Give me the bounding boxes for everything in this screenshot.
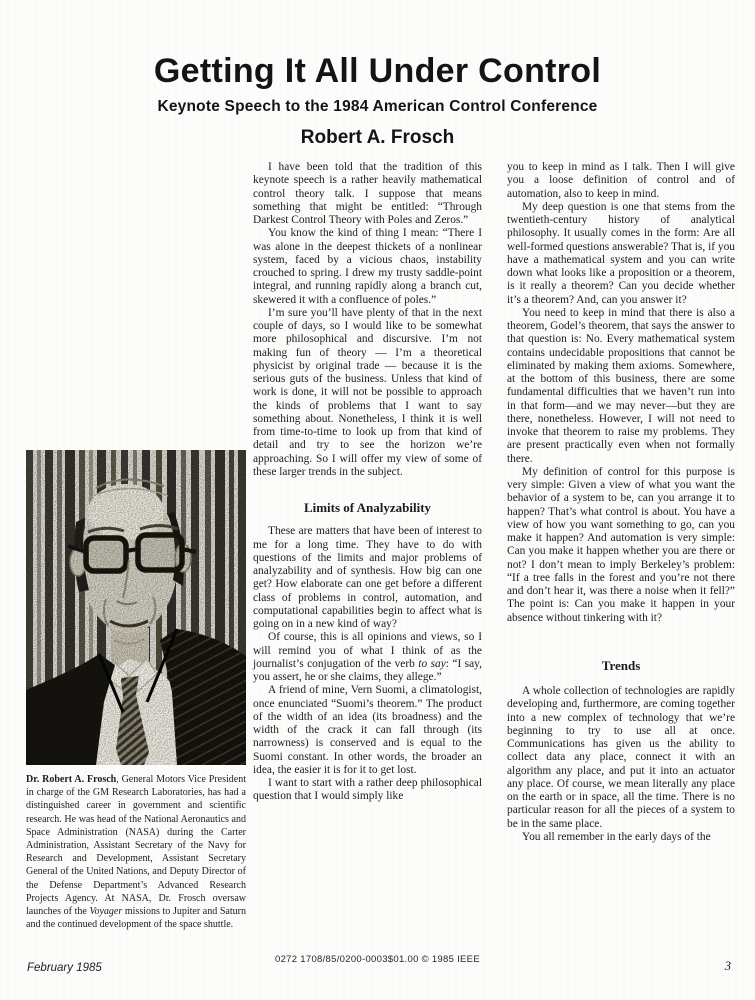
paragraph: I’m sure you’ll have plenty of that in the next couple of days, so I would like to be somewhat more philosophical and discursive. I’m not making fun of theory — I’m a theoretical physicist by original trade — because it is the serious guts of the business. Unless that kind of work is done, it will not be possible to approach the kinds of problems that I want to say something about. Nonetheless, I think it is well from time-to-time to look up from that kind of detail and try to see the horizon we’re approaching. So I will offer my view of some of these larger trends in the subject.	[253, 306, 482, 478]
left-column	[26, 450, 246, 931]
footer-copyright: 0272 1708/85/0200-0003$01.00 © 1985 IEEE	[275, 954, 480, 965]
footer-issue-date: February 1985	[27, 962, 102, 974]
section-heading: Limits of Analyzability	[303, 500, 432, 515]
paragraph: I have been told that the tradition of this keynote speech is a rather heavily mathematical control theory talk. I suppose that means something that might be entitled: “Through Darkest Control Theory with Poles and Zeros.”	[253, 161, 482, 226]
paragraph: you to keep in mind as I talk. Then I will give you a loose definition of control and of automation, also to keep in mind.	[507, 161, 735, 200]
paragraph: These are matters that have been of interest to me for a long time. They have to do with questions of the limits and major problems of analyzability and of synthesis. How big can one get? How elaborate can one get before a different class of problems in control, automation, and computational capabilities begin to affect what is going on in a new kind of way?	[253, 525, 482, 630]
page-subtitle: Keynote Speech to the 1984 American Control Conference	[157, 98, 598, 115]
paragraph: You need to keep in mind that there is also a theorem, Godel’s theorem, that says the answer to that question is: No. Every mathematical system contains undecidable propositions that cannot be eliminated by making them axioms. Somewhere, at the bottom of this business, there are some fundamental difficulties that we haven’t run into in that form—and we may never—but they are there, nonetheless. However, I will not need to invoke that theorem to raise my problems. They are present practically even when not formally there.	[507, 306, 735, 465]
page-title: Getting It All Under Control	[153, 52, 602, 90]
middle-text-column	[253, 161, 482, 804]
paragraph: Of course, this is all opinions and views, so I will remind you of what I think of as the journalist’s conjugation of the verb to say: “I say, you assert, he or she claims, they allege.”	[253, 631, 482, 683]
author-name: Robert A. Frosch	[300, 127, 455, 148]
page-number: 3	[724, 959, 731, 973]
article-header	[0, 52, 755, 149]
paragraph: My definition of control for this purpose is very simple: Given a view of what you want the behavior of a system to be, can you arrange it to happen? That’s what control is about. You have a view of how you want something to go, can you make it happen? And automation is very simple: Can you make it happen whether you are there or not? I don’t mean to imply Berkeley’s problem: “If a tree falls in the forest and you’re not there and don’t hear it, was there a noise when it fell?” The point is: Can you make it happen in your absence without tinkering with it?	[507, 465, 735, 624]
portrait-photo	[26, 450, 246, 765]
paragraph: A friend of mine, Vern Suomi, a climatologist, once enunciated “Suomi’s theorem.” The product of the width of an idea (its broadness) and the width of the crack it can fall through (its narrowness) is conserved and is equal to the Suomi constant. In other words, the broader an idea, the easier it is for it to get lost.	[253, 684, 482, 776]
paragraph: Dr. Robert A. Frosch, General Motors Vice President in charge of the GM Research Laboratories, has had a distinguished career in government and scientific research. He was head of the National Aeronautics and Space Administration (NASA) during the Carter Administration, Assistant Secretary of the Navy for Research and Development, Assistant Secretary General of the United Nations, and Deputy Director of the Defense Department’s Advanced Research Projects Agency. At NASA, Dr. Frosch oversaw launches of the Voyager missions to Jupiter and Saturn and the continued development of the space shuttle.	[26, 774, 246, 931]
paragraph: You all remember in the early days of the	[522, 830, 711, 843]
right-text-column	[507, 161, 735, 844]
paragraph: A whole collection of technologies are rapidly developing and, furthermore, are coming together into a new complex of technology that we’re beginning to try to use all at once. Communications has given us the ability to collect data any place, connect it with an algorithm any place, and put it into an actuator any place. Of course, we mean literally any place on the earth or in space, all the time. There is no particular reason for all the pieces of a system to be in the same place.	[507, 685, 735, 830]
section-heading: Trends	[601, 657, 641, 673]
paragraph: I want to start with a rather deep philosophical question that I would simply like	[253, 777, 482, 803]
paragraph: You know the kind of thing I mean: “There I was alone in the deepest thickets of a nonlinear system, faced by a vicious chaos, instability crouched to spring. I drew my trusty saddle-point integral, and running rapidly along a branch cut, skewered it with a confluence of poles.”	[253, 227, 482, 306]
paragraph: My deep question is one that stems from the twentieth-century history of analytical philosophy. It usually comes in the form: Are all well-formed questions answerable? That is, if you have a mathematical system and you can write down what looks like a proposition or a theorem, is it really a theorem? Can you decide whether it’s a theorem? And, can you answer it?	[507, 200, 735, 306]
photo-caption	[26, 773, 246, 931]
